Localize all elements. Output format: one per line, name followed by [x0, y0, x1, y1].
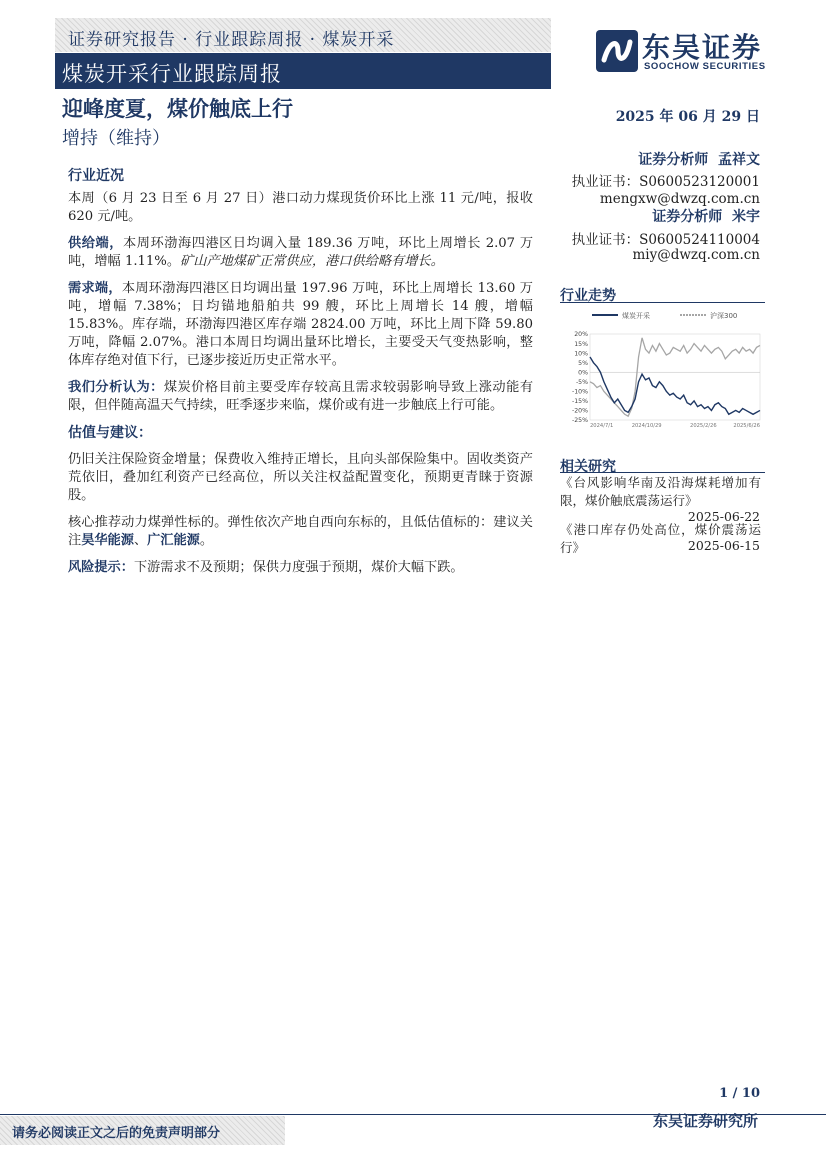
related-item-1-date: 2025-06-22 — [687, 509, 760, 524]
report-date: 2025 年 06 月 29 日 — [615, 109, 760, 125]
legend-label-2: 沪深300 — [710, 312, 738, 320]
analyst-2-name — [652, 206, 760, 226]
valuation-end: 。 — [199, 533, 214, 548]
x-tick-label: 2025/2/26 — [690, 423, 717, 428]
related-item-1-title[interactable]: 《台风影响华南及沿海煤耗增加有限，煤价触底震荡运行》 — [560, 475, 761, 508]
analyst-1-cert-label: 执业证书： — [571, 174, 640, 190]
logo-text-en: SOOCHOW SECURITIES — [644, 61, 766, 72]
soochow-logo-icon — [596, 30, 638, 72]
analyst-1-title: 证券分析师 — [638, 152, 709, 168]
y-tick-label: 10% — [574, 350, 588, 358]
report-headline: 迎峰度夏，煤价触底上行 — [62, 96, 293, 121]
chart-lines — [590, 338, 760, 416]
valuation-title: 估值与建议： — [68, 425, 152, 441]
analyst-1-name — [638, 149, 760, 169]
valuation-text: 核心推荐动力煤弹性标的。弹性依次产地自西向东标的，且低估值标的：建议关注 — [68, 515, 533, 548]
chart-y-axis — [572, 331, 760, 424]
y-tick-label: 5% — [578, 359, 588, 367]
y-tick-label: -5% — [575, 378, 588, 386]
rating: 增持（维持） — [62, 128, 170, 149]
demand-text: 本周环渤海四港区日均调出量 197.96 万吨，环比上周增长 13.60 万吨，增幅 7.38%；日均锚地船舶共 99 艘，环比上周增长 14 艘，增幅 15.83%。库存端，环渤海四港区库存端 2824.00 万吨，环比上周下降 59.80 万吨，降幅 2.07%。港口本周日均调出量环比增长，主要受天气变热影响，整体库存绝对值下行，已逐步接近历史正常水平。 — [68, 281, 533, 368]
supply-italic-text: 矿山产地煤矿正常供应，港口供给略有增长。 — [180, 254, 444, 269]
analysis-text: 煤炭价格目前主要受库存较高且需求较弱影响导致上涨动能有限，但伴随高温天气持续，旺季逐步来临，煤价或有进一步触底上行可能。 — [68, 380, 534, 413]
y-tick-label: -25% — [572, 417, 588, 425]
y-tick-label: 0% — [578, 369, 588, 377]
chart-x-axis — [590, 423, 760, 428]
related-title: 相关研究 — [560, 459, 616, 475]
analyst-2-cert — [572, 228, 760, 248]
related-divider — [560, 472, 765, 473]
logo-text-cn: 东吴证券 — [642, 31, 763, 64]
related-item-2-date: 2025-06-15 — [687, 538, 760, 553]
analyst-1-name-text: 孟祥文 — [718, 152, 760, 168]
analyst-2-email[interactable]: miy@dwzq.com.cn — [632, 247, 760, 263]
page-number: 1 / 10 — [719, 1086, 760, 1101]
x-tick-label: 2025/6/26 — [733, 423, 760, 428]
analysis-label: 我们分析认为： — [68, 380, 164, 395]
y-tick-label: -10% — [572, 388, 588, 396]
stock-recommendation-1: 昊华能源 — [81, 533, 134, 548]
analyst-2-title: 证券分析师 — [652, 209, 723, 225]
stock-recommendation-2: 广汇能源 — [147, 533, 200, 548]
supply-paragraph — [68, 235, 533, 271]
supply-label: 供给端， — [68, 236, 123, 251]
legend-label-1: 煤炭开采 — [622, 312, 650, 320]
series-line-1 — [590, 357, 760, 414]
x-tick-label: 2024/7/1 — [590, 423, 614, 428]
x-tick-label: 2024/10/29 — [631, 423, 662, 428]
chart-legend — [592, 311, 737, 320]
footer-brand: 东吴证券研究所 — [652, 1112, 758, 1130]
related-item-2-title[interactable]: 《港口库存仍处高位，煤价震荡运行》 — [560, 522, 761, 555]
series-line-2 — [590, 338, 760, 416]
analyst-1-cert-number: S0600523120001 — [639, 174, 760, 190]
industry-trend-chart — [560, 306, 765, 428]
analysis-paragraph — [68, 379, 533, 415]
y-tick-label: 20% — [574, 331, 588, 339]
trend-divider — [560, 302, 765, 303]
breadcrumb: 证券研究报告 · 行业跟踪周报 · 煤炭开采 — [68, 30, 395, 50]
demand-label: 需求端， — [68, 281, 122, 296]
y-tick-label: -15% — [572, 398, 588, 406]
stock-separator: 、 — [133, 533, 148, 548]
plot-frame — [590, 334, 760, 420]
y-tick-label: 15% — [574, 340, 588, 348]
y-tick-label: -20% — [572, 407, 588, 415]
main-body — [68, 190, 533, 586]
risk-label: 风险提示： — [68, 560, 134, 575]
demand-paragraph — [68, 280, 533, 370]
disclaimer-text: 请务必阅读正文之后的免责声明部分 — [12, 1126, 221, 1141]
valuation-paragraph-2 — [68, 514, 533, 550]
overview-paragraph: 本周（6 月 23 日至 6 月 27 日）港口动力煤现货价环比上涨 11 元/吨，报收 620 元/吨。 — [68, 191, 533, 224]
analyst-2-cert-number: S0600524110004 — [639, 232, 760, 248]
series-title: 煤炭开采行业跟踪周报 — [62, 62, 282, 86]
valuation-paragraph-1: 仍旧关注保险资金增量；保费收入维持正增长，且向头部保险集中。固收类资产荒依旧，叠加红利资产已经高位，所以关注权益配置变化，预期更青睐于资源股。 — [68, 452, 533, 503]
supply-text: 本周环渤海四港区日均调入量 189.36 万吨，环比上周增长 2.07 万吨，增幅 1.11%。 — [68, 236, 534, 269]
analyst-2-name-text: 米宇 — [732, 209, 760, 225]
analyst-1-cert — [572, 170, 760, 190]
overview-title: 行业近况 — [68, 168, 124, 184]
trend-title: 行业走势 — [560, 288, 616, 304]
analyst-2-cert-label: 执业证书： — [571, 232, 640, 248]
risk-text: 下游需求不及预期；保供力度强于预期，煤价大幅下跌。 — [133, 560, 464, 575]
risk-paragraph — [68, 559, 533, 577]
analyst-1-email[interactable]: mengxw@dwzq.com.cn — [599, 191, 760, 207]
